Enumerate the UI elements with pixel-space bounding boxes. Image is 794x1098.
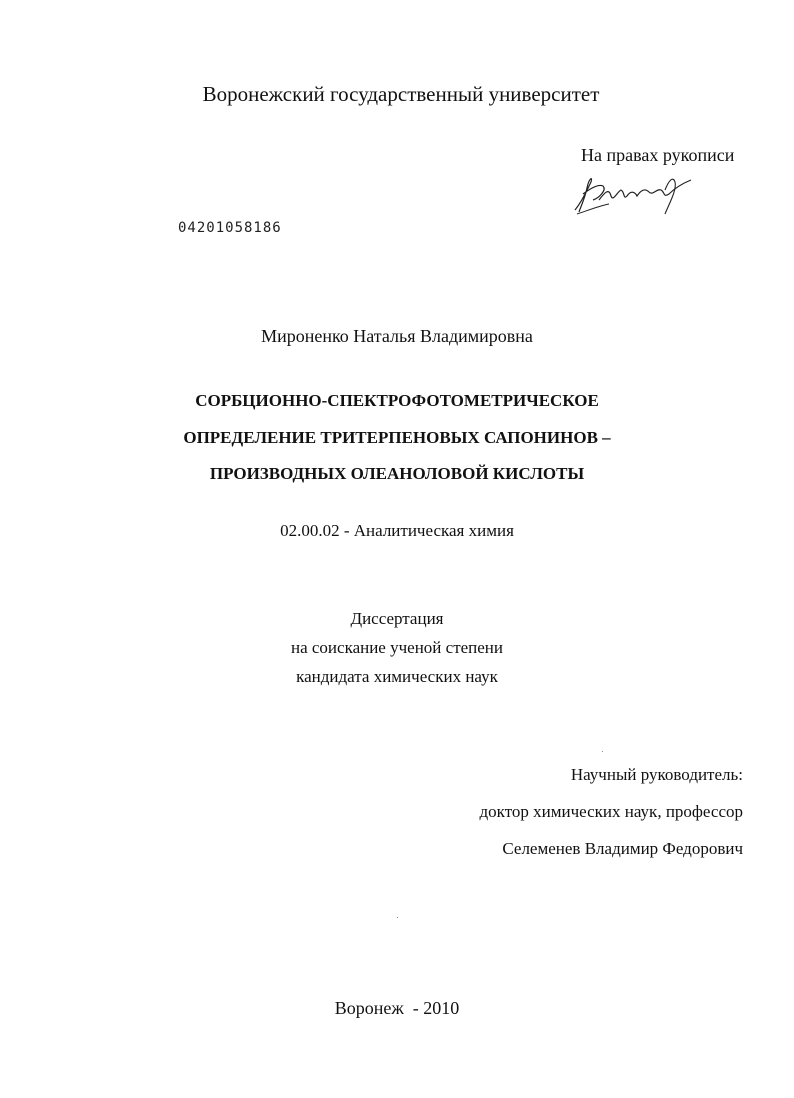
author-signature	[569, 170, 699, 220]
title-line-2: ОПРЕДЕЛЕНИЕ ТРИТЕРПЕНОВЫХ САПОНИНОВ –	[183, 427, 611, 447]
title-line-1: СОРБЦИОННО-СПЕКТРОФОТОМЕТРИЧЕСКОЕ	[195, 391, 599, 410]
city-year: Воронеж - 2010	[334, 998, 460, 1018]
university-name: Воронежский государственный университет	[202, 82, 600, 106]
specialty-code: 02.00.02 - Аналитическая химия	[280, 521, 514, 540]
degree-line-1: Диссертация	[350, 609, 444, 628]
supervisor-block	[480, 756, 743, 867]
scan-speck	[397, 917, 398, 918]
degree-statement	[0, 604, 794, 691]
registry-number: 04201058186	[178, 220, 282, 236]
title-line-3: ПРОИЗВОДНЫХ ОЛЕАНОЛОВОЙ КИСЛОТЫ	[209, 464, 585, 483]
scan-speck	[602, 751, 603, 752]
supervisor-label: Научный руководитель:	[570, 765, 743, 784]
supervisor-degree: доктор химических наук, профессор	[479, 802, 743, 821]
degree-line-2: на соискание ученой степени	[290, 638, 504, 657]
author-name: Мироненко Наталья Владимировна	[261, 326, 533, 346]
supervisor-name: Селеменев Владимир Федорович	[502, 839, 743, 858]
dissertation-title	[0, 383, 794, 493]
manuscript-rights-note: На правах рукописи	[581, 145, 735, 165]
degree-line-3: кандидата химических наук	[296, 667, 498, 686]
